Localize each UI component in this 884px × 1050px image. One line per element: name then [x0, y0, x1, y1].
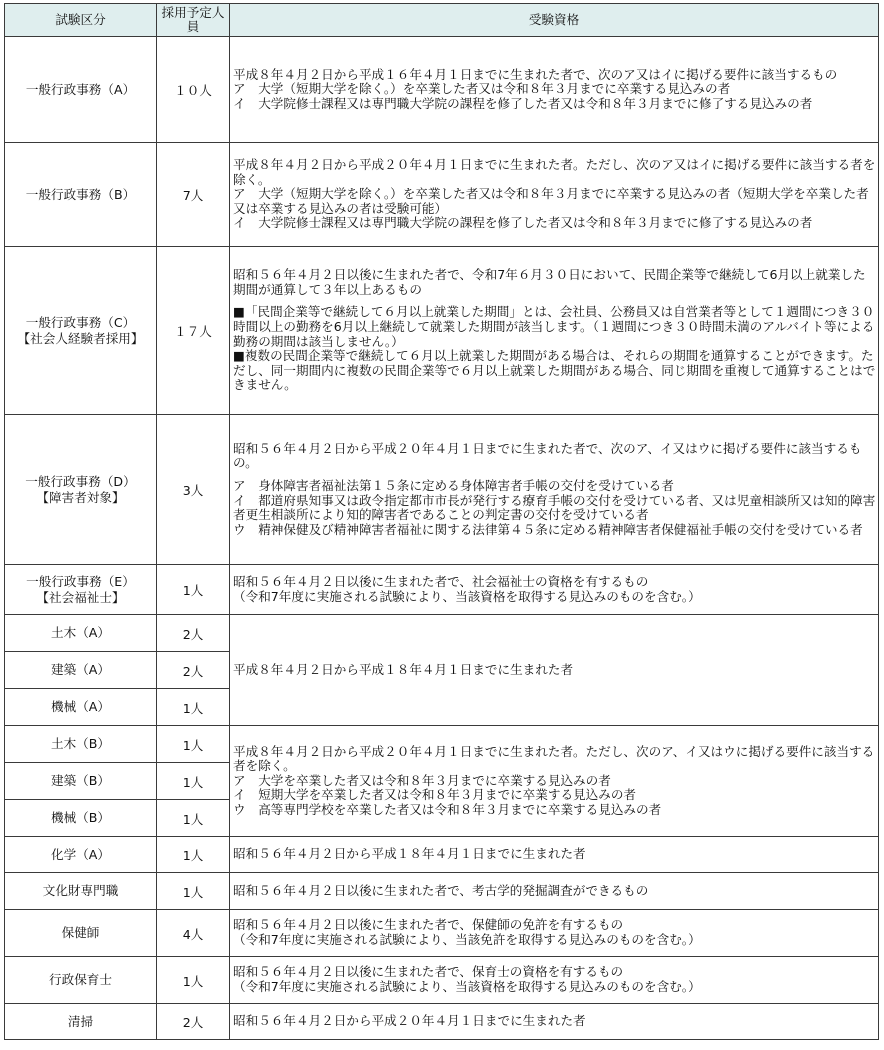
count-cell: 1人 — [157, 873, 230, 910]
count-cell: 1人 — [157, 957, 230, 1004]
requirement-line: ア 大学（短期大学を除く。）を卒業した者又は令和８年３月までに卒業する見込みの者 — [233, 81, 731, 97]
requirement-line: イ 大学院修士課程又は専門職大学院の課程を修了した者又は令和８年３月までに修了する見込みの者 — [233, 95, 813, 111]
requirement-cell — [230, 1004, 879, 1040]
category-label: 一般行政事務（D） — [25, 473, 136, 489]
requirement-cell — [230, 415, 879, 565]
requirement-line: 昭和５６年４月２日以後に生まれた者で、保育士の資格を有するもの — [233, 964, 624, 980]
requirement-line: イ 都道府県知事又は政令指定都市市長が発行する療育手帳の交付を受けている者、又は児童相談所又は知的障害者更生相談所により知的障害者であることの判定書の交付を受けている者 — [233, 492, 876, 523]
requirement-line: ア 大学を卒業した者又は令和８年３月までに卒業する見込みの者 — [233, 772, 611, 788]
table-row — [5, 1004, 879, 1040]
requirement-cell — [230, 957, 879, 1004]
requirement-line: 平成８年４月２日から平成１８年４月１日までに生まれた者 — [233, 661, 574, 677]
count-cell: 1人 — [157, 726, 230, 763]
category-cell — [5, 247, 157, 415]
header-count: 採用予定人員 — [157, 4, 230, 37]
category-label: 建築（A） — [51, 662, 110, 677]
category-cell — [5, 415, 157, 565]
requirement-cell — [230, 837, 879, 873]
category-label: 一般行政事務（A） — [25, 81, 136, 97]
header-requirements: 受験資格 — [230, 4, 879, 37]
category-cell — [5, 726, 157, 763]
category-label: 文化財専門職 — [42, 883, 119, 898]
table-row — [5, 143, 879, 247]
category-label: 【社会人経験者採用】 — [17, 330, 144, 346]
table-row — [5, 415, 879, 565]
table-row — [5, 565, 879, 615]
requirement-cell — [230, 910, 879, 957]
table-row — [5, 910, 879, 957]
category-cell — [5, 143, 157, 247]
category-label: 建築（B） — [50, 773, 110, 788]
requirement-line: ウ 高等専門学校を卒業した者又は令和８年３月までに卒業する見込みの者 — [233, 801, 662, 817]
requirement-line: （令和7年度に実施される試験により、当該資格を取得する見込みのものを含む。） — [233, 979, 701, 994]
table-row — [5, 957, 879, 1004]
requirement-line: （令和7年度に実施される試験により、当該資格を取得する見込みのものを含む。） — [233, 588, 701, 604]
category-cell — [5, 1004, 157, 1040]
count-cell: 7人 — [157, 143, 230, 247]
category-cell — [5, 910, 157, 957]
count-cell: 2人 — [157, 652, 230, 689]
requirement-line: ウ 精神保健及び精神障害者福祉に関する法律第４５条に定める精神障害者保健福祉手帳の交付を受けている者 — [233, 521, 863, 537]
table-row — [5, 726, 879, 763]
requirement-line: 昭和５６年４月２日以後に生まれた者で、社会福祉士の資格を有するもの — [233, 573, 649, 589]
category-cell — [5, 957, 157, 1004]
requirement-line: 平成８年４月２日から平成１６年４月１日までに生まれた者で、次のア又はイに掲げる要件に該当するもの — [233, 66, 838, 82]
category-label: 土木（B） — [50, 736, 110, 751]
requirement-cell — [230, 37, 879, 143]
category-cell — [5, 763, 157, 800]
count-cell: 1人 — [157, 689, 230, 726]
header-category: 試験区分 — [5, 4, 157, 37]
table-row — [5, 37, 879, 143]
category-label: 機械（A） — [51, 699, 110, 714]
table-row — [5, 837, 879, 873]
category-cell — [5, 37, 157, 143]
requirement-line: 昭和５６年４月２日以後に生まれた者で、考古学的発掘調査ができるもの — [233, 882, 649, 898]
requirement-line: 昭和５６年４月２日以後に生まれた者で、保健師の免許を有するもの — [233, 917, 624, 933]
count-cell: １０人 — [157, 37, 230, 143]
count-cell: 1人 — [157, 565, 230, 615]
category-label: 行政保育士 — [49, 972, 112, 987]
count-cell: 1人 — [157, 837, 230, 873]
count-cell: １７人 — [157, 247, 230, 415]
requirement-cell — [230, 615, 879, 726]
count-cell: 4人 — [157, 910, 230, 957]
requirement-cell — [230, 565, 879, 615]
category-label: 土木（A） — [51, 625, 110, 640]
table-row — [5, 615, 879, 652]
requirement-line: ■「民間企業等で継続して６月以上就業した期間」とは、会社員、公務員又は自営業者等として１週間につき３０時間以上の勤務を6月以上継続して就業した期間が該当します。（１週間につき３０時間未満のアルバイト等による勤務の期間は該当しません。） — [233, 304, 875, 349]
requirement-line: 昭和５６年４月２日から平成２０年４月１日までに生まれた者で、次のア、イ又はウに掲げる要件に該当するもの。 — [233, 440, 862, 471]
exam-table — [4, 3, 879, 1040]
requirement-line: イ 短期大学を卒業した者又は令和８年３月までに卒業する見込みの者 — [233, 787, 636, 803]
requirement-cell — [230, 143, 879, 247]
category-label: 清掃 — [67, 1013, 94, 1029]
category-cell — [5, 800, 157, 837]
category-cell — [5, 565, 157, 615]
category-label: 一般行政事務（C） — [25, 314, 136, 330]
requirement-cell — [230, 726, 879, 837]
category-cell — [5, 652, 157, 689]
category-cell — [5, 837, 157, 873]
requirement-line: 昭和５６年４月２日から平成１８年４月１日までに生まれた者 — [233, 846, 586, 862]
count-cell: 2人 — [157, 1004, 230, 1040]
header-row — [5, 4, 879, 37]
category-cell — [5, 615, 157, 652]
category-label: 【障害者対象】 — [36, 489, 125, 505]
requirement-cell — [230, 247, 879, 415]
count-cell: 1人 — [157, 800, 230, 837]
category-label: 機械（B） — [50, 810, 110, 825]
category-cell — [5, 873, 157, 910]
requirement-cell — [230, 873, 879, 910]
requirement-line: 平成８年４月２日から平成２０年４月１日までに生まれた者。ただし、次のア、イ又はウに掲げる要件に該当する者を除く。 — [233, 743, 875, 774]
category-label: 化学（A） — [51, 846, 110, 862]
category-label: 一般行政事務（E） — [26, 573, 135, 589]
category-label: 【社会福祉士】 — [36, 589, 125, 605]
count-cell: 2人 — [157, 615, 230, 652]
table-row — [5, 247, 879, 415]
requirement-line: （令和7年度に実施される試験により、当該免許を取得する見込みのものを含む。） — [233, 932, 701, 947]
requirement-line: ア 大学（短期大学を除く。）を卒業した者又は令和８年３月までに卒業する見込みの者（短期大学を卒業した者又は卒業する見込みの者は受験可能） — [233, 186, 869, 216]
requirement-line: 昭和５６年４月２日以後に生まれた者で、令和7年６月３０日において、民間企業等で継続して6月以上就業した期間が通算して３年以上あるもの — [233, 267, 866, 297]
category-label: 一般行政事務（B） — [25, 186, 136, 202]
requirement-line: 平成８年４月２日から平成２０年４月１日までに生まれた者。ただし、次のア又はイに掲げる要件に該当する者を除く。 — [233, 157, 876, 187]
category-cell — [5, 689, 157, 726]
category-label: 保健師 — [61, 925, 100, 940]
table-row — [5, 873, 879, 910]
requirement-line: ■複数の民間企業等で継続して６月以上就業した期間がある場合は、それらの期間を通算することができます。ただし、同一期間内に複数の民間企業等で６月以上就業した期間がある場合、同じ期間を重複して通算することはできません。 — [233, 348, 876, 393]
count-cell: 3人 — [157, 415, 230, 565]
requirement-line: ア 身体障害者福祉法第１５条に定める身体障害者手帳の交付を受けている者 — [233, 477, 674, 493]
count-cell: 1人 — [157, 763, 230, 800]
requirement-line: イ 大学院修士課程又は専門職大学院の課程を修了した者又は令和８年３月までに修了する見込みの者 — [233, 215, 813, 231]
requirement-line: 昭和５６年４月２日から平成２０年４月１日までに生まれた者 — [233, 1013, 586, 1029]
